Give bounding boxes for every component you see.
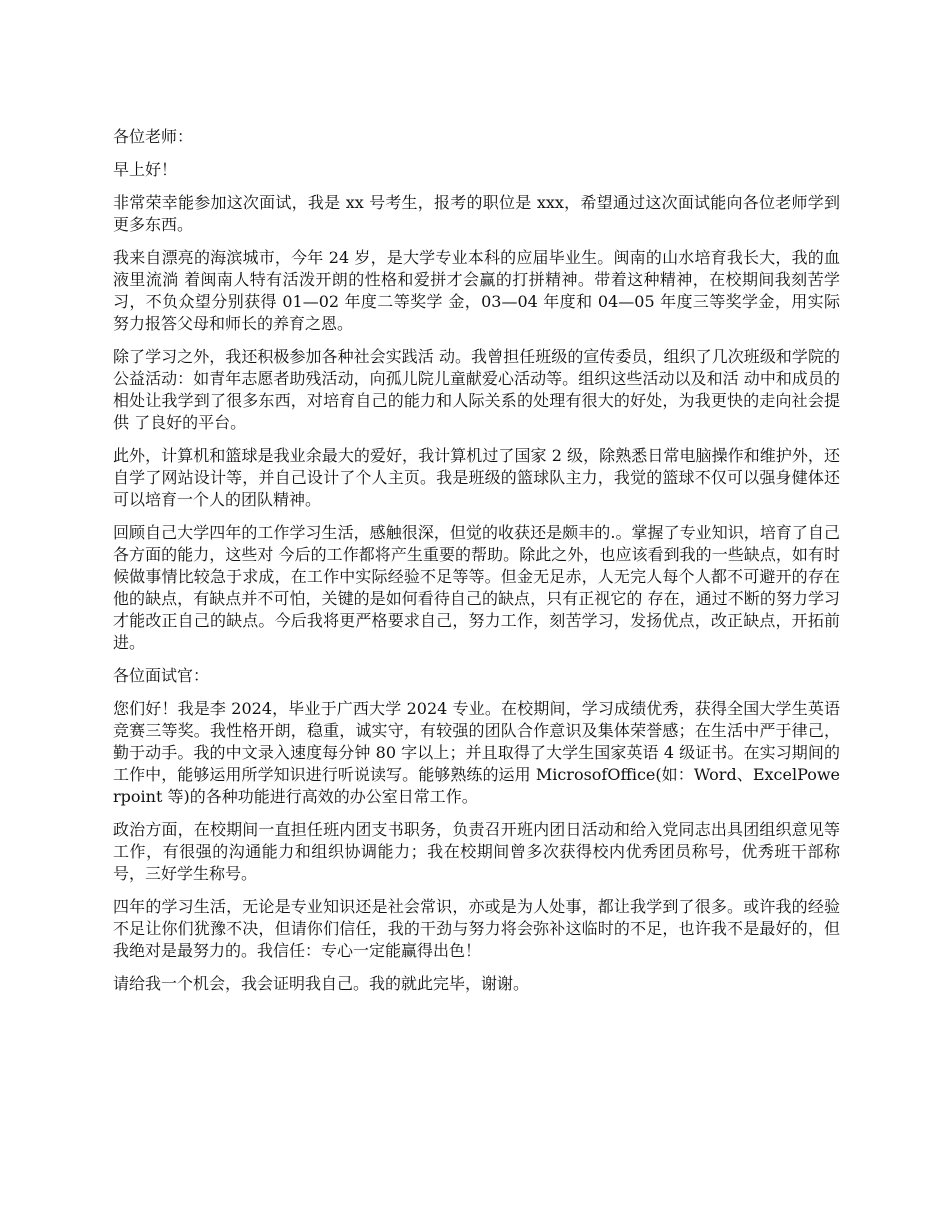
greeting-morning: 早上好！	[113, 160, 178, 179]
self-intro-paragraph: 您们好！我是李 2024，毕业于广西大学 2024 专业。在校期间，学习成绩优秀，获得全国大学生英语竞赛三等奖。我性格开朗，稳重，诚实守，有较强的团队合作意识及集体荣誉感；在生活中严于律己，勤于动手。我的中文录入速度每分钟 80 字以上；并且取得了大学生国家英语 4 级证书。在实习期间的工作中，能够运用所学知识进行听说读写。能够熟练的运用 MicrosofOffice(如：Word、ExcelPowerpoint 等)的各种功能进行高效的办公室日常工作。	[113, 699, 840, 806]
hobbies-paragraph: 此外，计算机和篮球是我业余最大的爱好，我计算机过了国家 2 级，除熟悉日常电脑操作和维护外，还自学了网站设计等，并自己设计了个人主页。我是班级的篮球队主力，我觉的篮球不仅可以强身健体还可以培育一个人的团队精神。	[113, 446, 840, 509]
document-page	[113, 126, 840, 1006]
background-paragraph: 我来自漂亮的海滨城市，今年 24 岁，是大学专业本科的应届毕业生。闽南的山水培育我长大，我的血液里流淌 着闽南人特有活泼开朗的性格和爱拼才会赢的打拼精神。带着这种精神，在校期间我刻苦学习，不负众望分别获得 01—02 年度二等奖学 金，03—04 年度和 04—05 年度三等奖学金，用实际努力报答父母和师长的养育之恩。	[113, 248, 840, 333]
closing-paragraph: 请给我一个机会，我会证明我自己。我的就此完毕，谢谢。	[113, 974, 530, 993]
greeting-interviewers: 各位面试官：	[113, 666, 210, 685]
study-life-paragraph: 四年的学习生活，无论是专业知识还是社会常识，亦或是为人处事，都让我学到了很多。或许我的经验不足让你们犹豫不决，但请你们信任，我的干劲与努力将会弥补这临时的不足，也许我不是最好的，但我绝对是最努力的。我信任：专心一定能赢得出色！	[113, 897, 840, 960]
politics-paragraph: 政治方面，在校期间一直担任班内团支书职务，负责召开班内团日活动和给入党同志出具团组织意见等工作，有很强的沟通能力和组织协调能力；我在校期间曾多次获得校内优秀团员称号，优秀班干部称号，三好学生称号。	[113, 820, 840, 883]
activities-paragraph: 除了学习之外，我还积极参加各种社会实践活 动。我曾担任班级的宣传委员，组织了几次班级和学院的公益活动：如青年志愿者助残活动，向孤儿院儿童献爱心活动等。组织这些活动以及和活 动中和成员的相处让我学到了很多东西，对培育自己的能力和人际关系的处理有很大的好处，为我更快的走向社会提供 了良好的平台。	[113, 347, 840, 432]
greeting-teachers: 各位老师：	[113, 127, 194, 146]
intro-paragraph: 非常荣幸能参加这次面试，我是 xx 号考生，报考的职位是 xxx，希望通过这次面试能向各位老师学到更多东西。	[113, 193, 840, 234]
reflection-paragraph: 回顾自己大学四年的工作学习生活，感触很深，但觉的收获还是颇丰的.。掌握了专业知识，培育了自己各方面的能力，这些对 今后的工作都将产生重要的帮助。除此之外，也应该看到我的一些缺点，如有时候做事情比较急于求成，在工作中实际经验不足等等。但金无足赤，人无完人每个人都不可避开的存在他的缺点，有缺点并不可怕，关键的是如何看待自己的缺点，只有正视它的 存在，通过不断的努力学习才能改正自己的缺点。今后我将更严格要求自己，努力工作，刻苦学习，发扬优点，改正缺点，开拓前进。	[113, 523, 840, 652]
